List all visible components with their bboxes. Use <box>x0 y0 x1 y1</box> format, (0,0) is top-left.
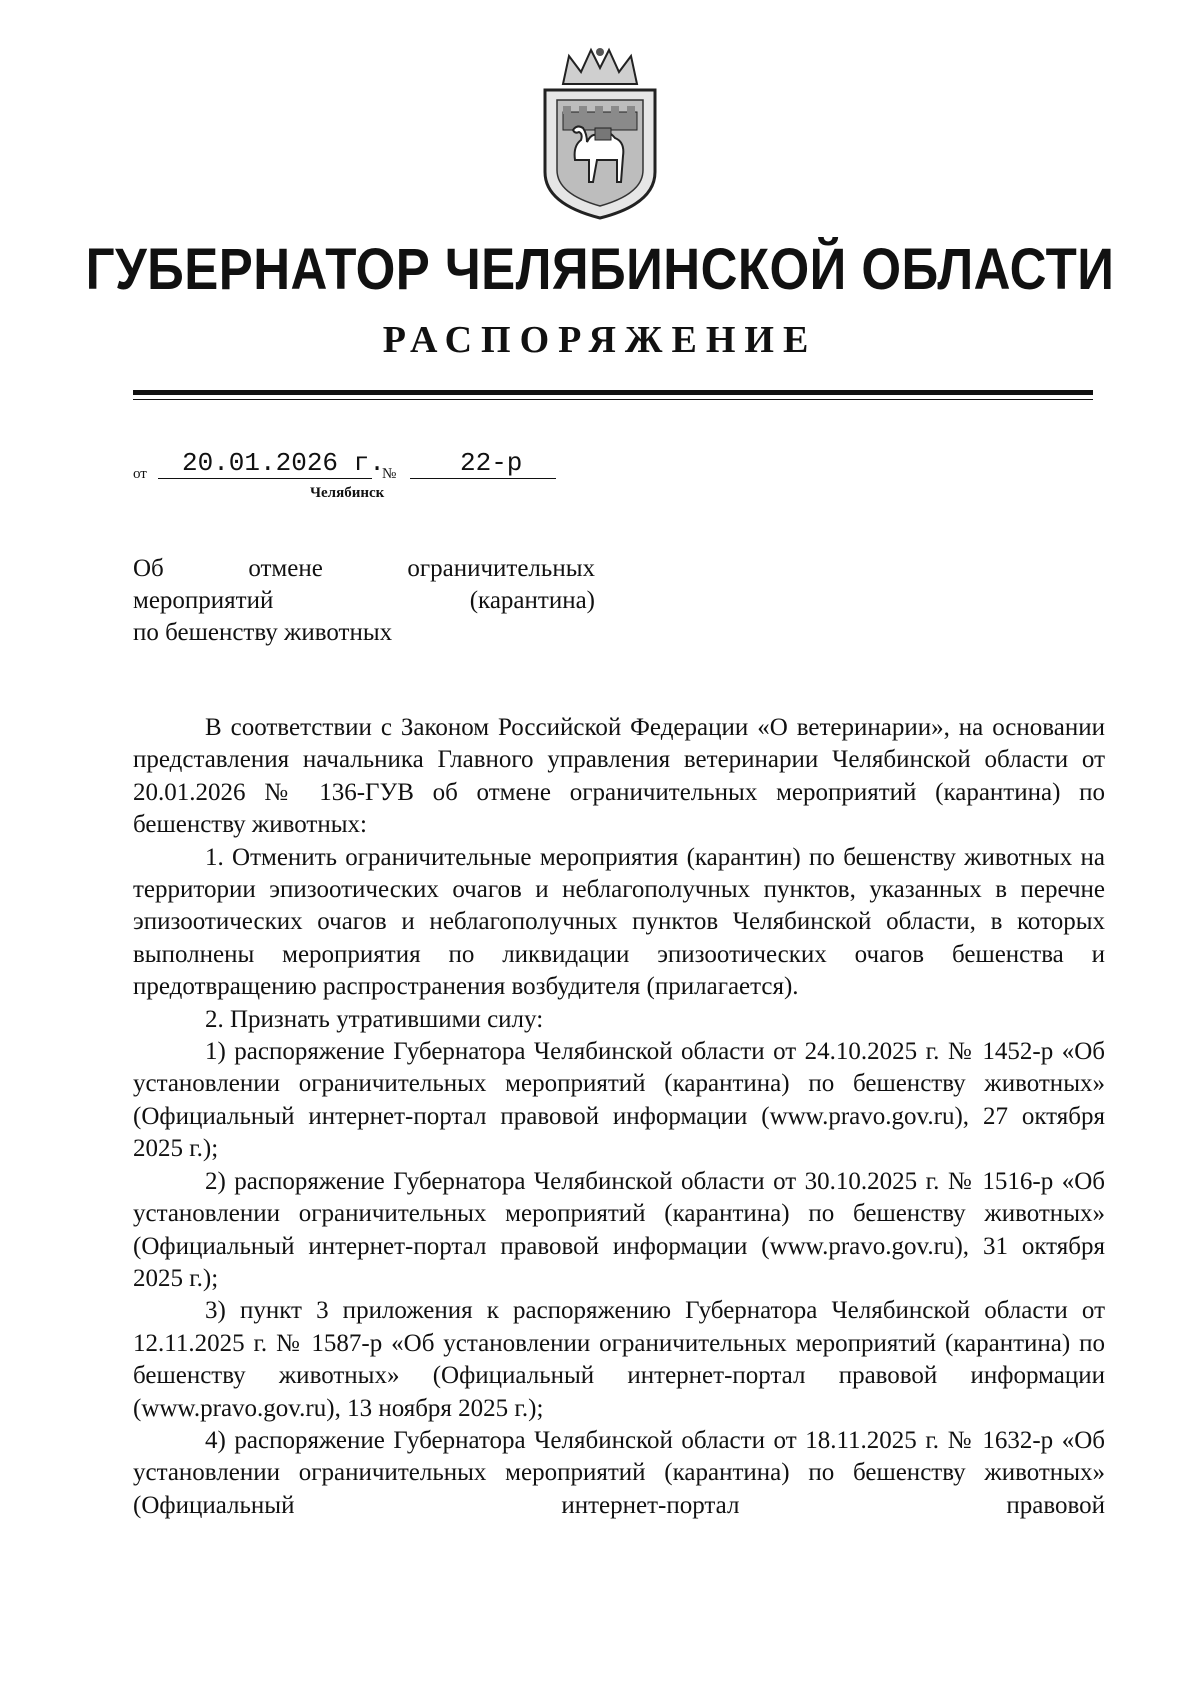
header-divider-thick <box>133 390 1093 395</box>
item-1-paragraph: 1. Отменить ограничительные мероприятия (карантин) по бешенству животных на территории эпизоотических очагов и неблагополучных пунктов, указанных в перечне эпизоотических очагов и неблагополучных пунктов Челябинской области, в которых выполнены мероприятия по ликвидации эпизоотических очагов бешенства и предотвращению распространения возбудителя (прилагается). <box>133 843 1105 1001</box>
subject-line: по бешенству животных <box>133 619 393 646</box>
subitem-4-paragraph: 4) распоряжение Губернатора Челябинской области от 18.11.2025 г. № 1632-р «Об установлении ограничительных мероприятий (карантина) по бешенству животных» (Официальный интернет-портал правовой <box>133 1426 1105 1519</box>
document-body <box>133 712 1105 1522</box>
document-type: РАСПОРЯЖЕНИЕ <box>382 319 818 361</box>
preamble-paragraph: В соответствии с Законом Российской Федерации «О ветеринарии», на основании представления начальника Главного управления ветеринарии Челябинской области от 20.01.2026 № 136-ГУВ об отмене ограничительных мероприятий (карантина) по бешенству животных: <box>133 714 1105 839</box>
item-2-paragraph: 2. Признать утратившими силу: <box>205 1005 544 1033</box>
header-divider-thin <box>133 399 1093 400</box>
subitem-1-paragraph: 1) распоряжение Губернатора Челябинской области от 24.10.2025 г. № 1452-р «Об установлении ограничительных мероприятий (карантина) по бешенству животных» (Официальный интернет-портал правовой информации (www.pravo.gov.ru), 27 октября 2025 г.); <box>133 1038 1105 1163</box>
subitem-2-paragraph: 2) распоряжение Губернатора Челябинской области от 30.10.2025 г. № 1516-р «Об установлении ограничительных мероприятий (карантина) по бешенству животных» (Официальный интернет-портал правовой информации (www.pravo.gov.ru), 31 октября 2025 г.); <box>133 1167 1105 1292</box>
subject-line: Об отмене ограничительных <box>133 555 595 582</box>
document-number: 22-р <box>460 448 523 478</box>
city-label: Челябинск <box>310 485 385 501</box>
subject-line: мероприятий (карантина) <box>133 587 595 614</box>
document-date: 20.01.2026 г. <box>182 448 385 478</box>
coat-of-arms-emblem <box>535 42 665 222</box>
number-label: № <box>382 466 397 482</box>
document-subject <box>133 553 595 649</box>
date-underline <box>158 478 372 479</box>
number-underline <box>410 478 556 479</box>
from-label: от <box>133 466 147 482</box>
subitem-3-paragraph: 3) пункт 3 приложения к распоряжению Губернатора Челябинской области от 12.11.2025 г. № 1587-р «Об установлении ограничительных мероприятий (карантина) по бешенству животных» (Официальный интернет-портал правовой информации (www.pravo.gov.ru), 13 ноября 2025 г.); <box>133 1297 1105 1422</box>
issuer-title: ГУБЕРНАТОР ЧЕЛЯБИНСКОЙ ОБЛАСТИ <box>85 237 1115 302</box>
